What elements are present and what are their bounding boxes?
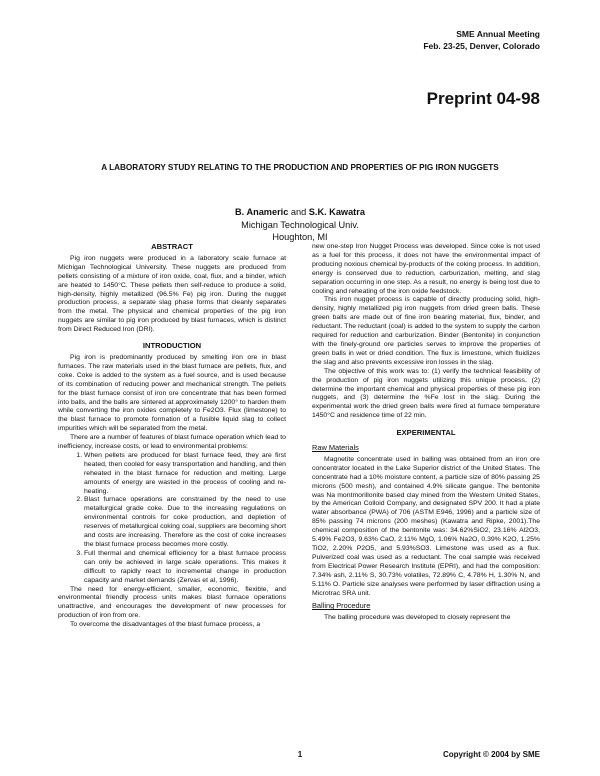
left-column bbox=[58, 243, 286, 630]
right-paragraph-3: The objective of this work was to: (1) verify the technical feasibility of the production of pig iron nuggets utilizing this unique process, (2) determine the important chemical and physical properties of these pig iron nuggets, and (3) determine the %Fe lost in the slag. During the experimental work the dried green balls were fired at furnace temperature 1450°C and residence time of 22 min. bbox=[312, 367, 540, 420]
paper-title: A LABORATORY STUDY RELATING TO THE PRODUCTION AND PROPERTIES OF PIG IRON NUGGETS bbox=[101, 163, 499, 172]
raw-materials-heading: Raw Materials bbox=[312, 443, 359, 453]
preprint-number: Preprint 04-98 bbox=[426, 89, 540, 108]
page-number: 1 bbox=[297, 750, 303, 759]
raw-materials-text: Magnetite concentrate used in balling was obtained from an iron ore concentrator located in the Lake Superior district of the United States. The concentrate had a 10% moisture content, a particle size of 80% passing 25 microns (500 mesh), and contained 4.9% silicate gangue. The bentonite was Na montmorillonite based clay mined from the Western United States, by the American Colloid Company, and designated SPV 200. It had a plate water absorbance (PWA) of 706 (ASTM E946, 1996) and a particle size of 85% passing 74 microns (200 meshes) (Kawatra and Ripke, 2001).The chemical composition of the bentonite was: 34.62%SiO2, 23.16% Al2O3, 5.49% Fe2O3, 9.63% CaO, 2.11% MgO, 1.06% Na2O, 0.39% K2O, 1.25% TiO2, 2.20% P2O5, and 5.93%SO3. Limestone was used as a flux. Pulverized coal was used as a reductant. The coal sample was received from Electrical Power Research Institute (EPRI), and had the composition: 7.34% ash, 2.11% S, 30.73% volatiles, 72.89% C, 4.78% H, 1.30% N, and 5.11% O. Particle size analyses were performed by laser diffraction using a Microtrac SRA unit. bbox=[312, 455, 540, 597]
author-block bbox=[40, 206, 560, 244]
abstract-text: Pig iron nuggets were produced in a laboratory scale furnace at Michigan Technological University. These nuggets are produced from pellets consisting of a mixture of iron oxide, coal, flux, and a binder, which are heated to 1450°C. These pellets then self-reduce to produce a solid, high-density, highly metallized (96.5% Fe) pig iron. During the nugget production process, a separate slag phase forms that cleanly separates from the metal. The physical and chemical properties of the pig iron nuggets are similar to pig iron produced by blast furnaces, which is distinct from Direct Reduced Iron (DRI). bbox=[58, 254, 286, 334]
right-paragraph-1: new one-step Iron Nugget Process was developed. Since coke is not used as a fuel for this process, it does not have the environmental impact of producing noxious chemical by-products of the coking process. In addition, energy is conserved due to reduction, carburization, melting, and slag separation occurring in one step. As a result, no energy is being lost due to cooling and reheating of the iron oxide feedstock. bbox=[312, 243, 540, 295]
author-2: S.K. Kawatra bbox=[308, 207, 365, 217]
right-paragraph-2: This iron nugget process is capable of directly producing solid, high-density, highly metallized pig iron nuggets from dried green balls. These green balls are made out of fine iron bearing material, flux, binder, and reductant. The reductant (coal) is added to the system to supply the carbon required for reduction and carburization. Binder (Bentonite) in conjunction with the finely-ground ore particles serves to improve the properties of green balls in wet or dried condition. The flux is limestone, which fluidizes the slag and also prevents excessive iron losses in the slag. bbox=[312, 296, 540, 366]
copyright: Copyright © 2004 by SME bbox=[442, 750, 540, 759]
abstract-heading: ABSTRACT bbox=[151, 242, 193, 251]
problem-list bbox=[58, 452, 286, 586]
intro-paragraph-4: To overcome the disadvantages of the blast furnace process, a bbox=[70, 621, 261, 629]
author-conjunction: and bbox=[288, 207, 309, 217]
list-item: 1. When pellets are produced for blast furnace feed, they are first heated, then cooled for easy transportation and handling, and then reheated in the blast furnace for reduction and melting. Large amounts of energy are wasted in the process of cooling and re-heating. bbox=[84, 452, 286, 497]
author-1: B. Anameric bbox=[235, 207, 289, 217]
list-item: 3. Full thermal and chemical efficiency for a blast furnace process can only be achieved in large scale operations. This makes it difficult to rapidly react to incremental change in production capacity and market demands (Zervas et al, 1996). bbox=[84, 550, 286, 586]
affiliation: Michigan Technological Univ. bbox=[241, 219, 359, 230]
location: Houghton, MI bbox=[272, 232, 328, 242]
right-column bbox=[312, 243, 540, 623]
meeting-date-location: Feb. 23-25, Denver, Colorado bbox=[423, 41, 540, 51]
introduction-heading: INTRODUCTION bbox=[142, 341, 202, 351]
intro-paragraph-3: The need for energy-efficient, smaller, economic, flexible, and environmental friendly process units makes blast furnace operations unattractive, and encourages the development of new processes for production of iron from ore. bbox=[58, 585, 286, 620]
intro-paragraph-1: Pig iron is predominantly produced by smelting iron ore in blast furnaces. The raw materials used in the blast furnace are pellets, flux, and coke. Coke is added to the system as a fuel source, and is used because of its combination of reducing power and mechanical strength. The pellets for the blast furnace consist of iron ore concentrate that has been formed into balls, and the balls are sintered at approximately 1200° to harden them while converting the iron oxides completely to Fe2O3. Flux (limestone) to the blast furnace to promote formation of a fusible liquid slag to collect impurities which will be separated from the metal. bbox=[58, 353, 286, 433]
balling-procedure-heading: Balling Procedure bbox=[312, 601, 371, 611]
experimental-heading: EXPERIMENTAL bbox=[396, 428, 456, 438]
balling-procedure-text: The balling procedure was developed to closely represent the bbox=[324, 614, 511, 622]
intro-paragraph-2: There are a number of features of blast furnace operation which lead to inefficiency, increase costs, or lead to environmental problems: bbox=[58, 434, 286, 451]
meeting-name: SME Annual Meeting bbox=[456, 29, 540, 39]
list-item: 2. Blast furnace operations are constrained by the need to use metallurgical grade coke. Due to the increasing regulations on environmental controls for coke production, and depletion of reserves of metallurgical coking coal, suppliers are becoming short and costs are increasing. Therefore as the cost of coke increases the blast furnace process becomes more costly. bbox=[84, 496, 286, 549]
